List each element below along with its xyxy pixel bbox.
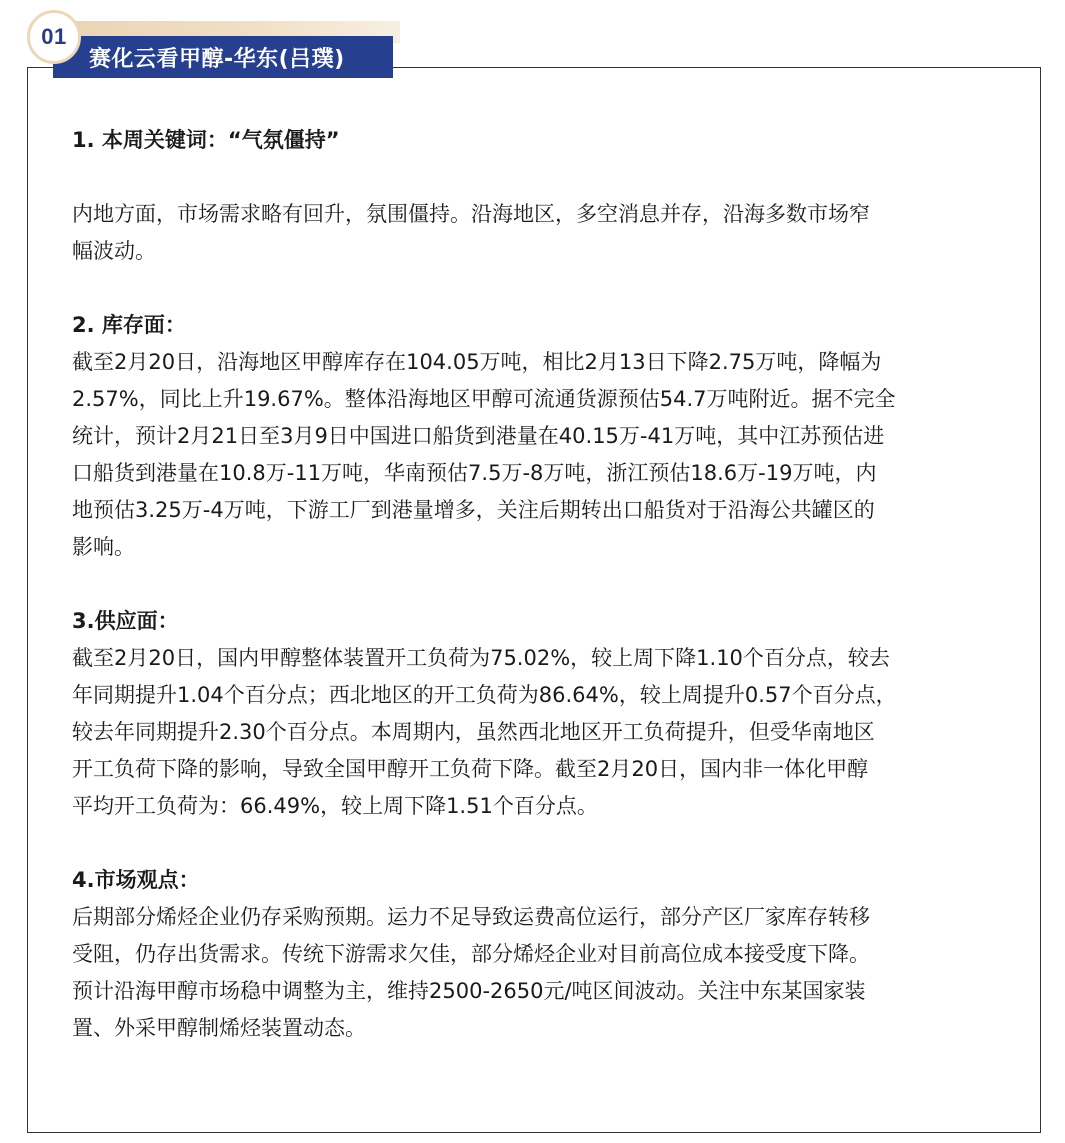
inventory-paragraph-line: 口船货到港量在10.8万-11万吨，华南预估7.5万-8万吨，浙江预估18.6万-19万吨，内 [72, 461, 877, 485]
supply-paragraph-line: 开工负荷下降的影响，导致全国甲醇开工负荷下降。截至2月20日，国内非一体化甲醇 [72, 757, 869, 781]
supply-paragraph-line: 截至2月20日，国内甲醇整体装置开工负荷为75.02%，较上周下降1.10个百分点，较去 [72, 646, 890, 670]
inventory-paragraph-line: 截至2月20日，沿海地区甲醇库存在104.05万吨，相比2月13日下降2.75万吨，降幅为 [72, 350, 882, 374]
keyword-paragraph-line: 内地方面，市场需求略有回升，氛围僵持。沿海地区，多空消息并存，沿海多数市场窄 [72, 202, 870, 226]
spacer [72, 270, 1002, 307]
keyword-paragraph-line: 幅波动。 [72, 239, 156, 263]
section-title-box [53, 36, 393, 78]
section-number-badge [27, 10, 81, 64]
market-view-paragraph-line: 置、外采甲醇制烯烃装置动态。 [72, 1016, 366, 1040]
inventory-heading: 2. 库存面： [72, 313, 186, 337]
spacer [72, 566, 1002, 603]
spacer [72, 825, 1002, 862]
market-view-paragraph-line: 受阻，仍存出货需求。传统下游需求欠佳，部分烯烃企业对目前高位成本接受度下降。 [72, 942, 870, 966]
supply-paragraph-line: 年同期提升1.04个百分点；西北地区的开工负荷为86.64%，较上周提升0.57个百分点， [72, 683, 897, 707]
inventory-paragraph-line: 统计，预计2月21日至3月9日中国进口船货到港量在40.15万-41万吨，其中江苏预估进 [72, 424, 885, 448]
market-view-heading: 4.市场观点： [72, 868, 200, 892]
article-body [72, 122, 1002, 1047]
supply-paragraph-line: 较去年同期提升2.30个百分点。本周期内，虽然西北地区开工负荷提升，但受华南地区 [72, 720, 875, 744]
section-number: 01 [41, 24, 67, 49]
inventory-paragraph-line: 影响。 [72, 535, 135, 559]
supply-paragraph-line: 平均开工负荷为：66.49%，较上周下降1.51个百分点。 [72, 794, 598, 818]
market-view-paragraph-line: 后期部分烯烃企业仍存采购预期。运力不足导致运费高位运行，部分产区厂家库存转移 [72, 905, 870, 929]
supply-heading: 3.供应面： [72, 609, 179, 633]
section-title: 赛化云看甲醇-华东(吕璞) [89, 46, 345, 72]
spacer [72, 159, 1002, 196]
inventory-paragraph-line: 2.57%，同比上升19.67%。整体沿海地区甲醇可流通货源预估54.7万吨附近。据不完全 [72, 387, 896, 411]
market-view-paragraph-line: 预计沿海甲醇市场稳中调整为主，维持2500-2650元/吨区间波动。关注中东某国家装 [72, 979, 866, 1003]
section-header [0, 0, 420, 80]
keyword-heading: 1. 本周关键词：“气氛僵持” [72, 128, 340, 152]
inventory-paragraph-line: 地预估3.25万-4万吨，下游工厂到港量增多，关注后期转出口船货对于沿海公共罐区的 [72, 498, 875, 522]
